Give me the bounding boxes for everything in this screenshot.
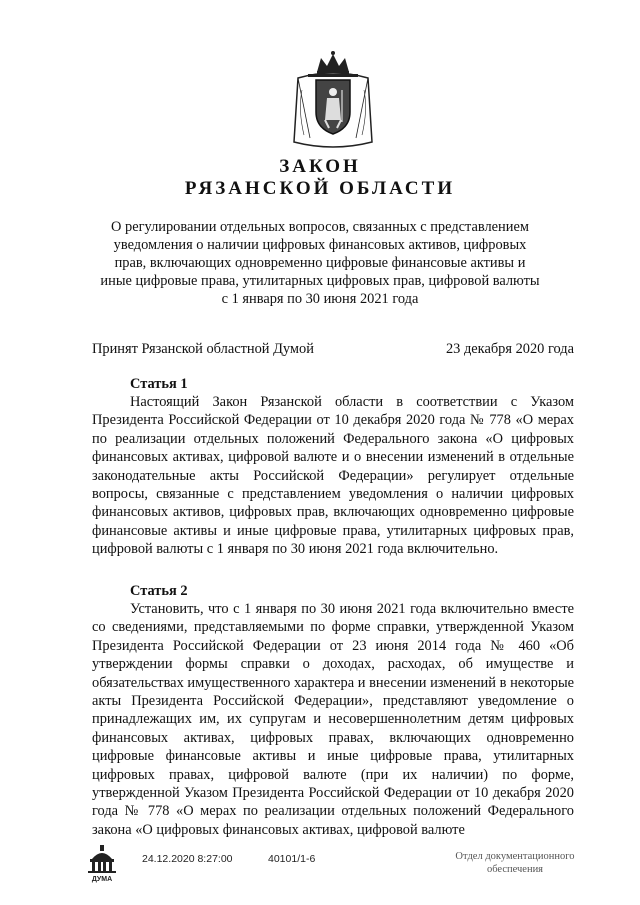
coat-of-arms-emblem	[292, 50, 374, 152]
article-1-heading: Статья 1	[130, 376, 188, 392]
footer-dept-line1: Отдел документационного	[455, 851, 575, 862]
footer-timestamp: 24.12.2020 8:27:00	[142, 853, 233, 865]
footer-department	[440, 850, 590, 876]
adopted-date: 23 декабря 2020 года	[445, 341, 574, 357]
footer-reg-number: 40101/1-6	[268, 853, 316, 865]
law-title-line1: ЗАКОН	[279, 156, 361, 177]
duma-logo-icon	[84, 843, 120, 883]
article-2-text: Установить, что с 1 января по 30 июня 2021 года включительно вместе со сведениями, представляемыми по форме справки, утвержденной Указом Президента Российской Федерации от 23 июня 2014 года № 460 «Об утверждении формы справки о доходах, расходах, об имуществе и обязательствах имущественного характера и внесении изменений в некоторые акты Президента Российской Федерации», представляют уведомление о принадлежащих им, их супругам и несовершеннолетним детям цифровых финансовых активах, цифровых правах, включающих одновременно цифровые финансовые активы и иные цифровые права, утилитарных цифровых правах, цифровой валюте (при их наличии) по форме, утвержденной Указом Президента Российской Федерации от 10 декабря 2020 года № 778 «О мерах по реализации отдельных положений Федерального закона «О цифровых финансовых активах, цифровой валюте	[92, 601, 574, 838]
adopted-by: Принят Рязанской областной Думой	[92, 341, 314, 357]
law-subject: О регулировании отдельных вопросов, связанных с представлением уведомления о наличии цифровых финансовых активов, цифровых прав, включающих одновременно цифровые финансовые активы и иные цифровые права, утилитарных цифровых прав, цифровой валюты с 1 января по 30 июня 2021 года	[100, 219, 540, 307]
article-2-heading: Статья 2	[130, 583, 188, 599]
adoption-line	[92, 340, 574, 360]
article-1-text: Настоящий Закон Рязанской области в соответствии с Указом Президента Российской Федерации от 10 декабря 2020 года № 778 «О мерах по реализации отдельных положений Федерального закона «О цифровых финансовых активах, цифровой валюте и о внесении изменений в отдельные законодательные акты Российской Федерации» регулирует отдельные вопросы, связанные с представлением уведомления о наличии цифровых финансовых активов, цифровых прав, включающих одновременно цифровые финансовые активы и иные цифровые права, утилитарных цифровых прав, цифровой валюты с 1 января по 30 июня 2021 года включительно.	[92, 394, 574, 558]
footer-dept-line2: обеспечения	[486, 864, 544, 875]
duma-logo-text: ДУМА	[91, 876, 113, 883]
law-title-line2: РЯЗАНСКОЙ ОБЛАСТИ	[184, 178, 456, 199]
